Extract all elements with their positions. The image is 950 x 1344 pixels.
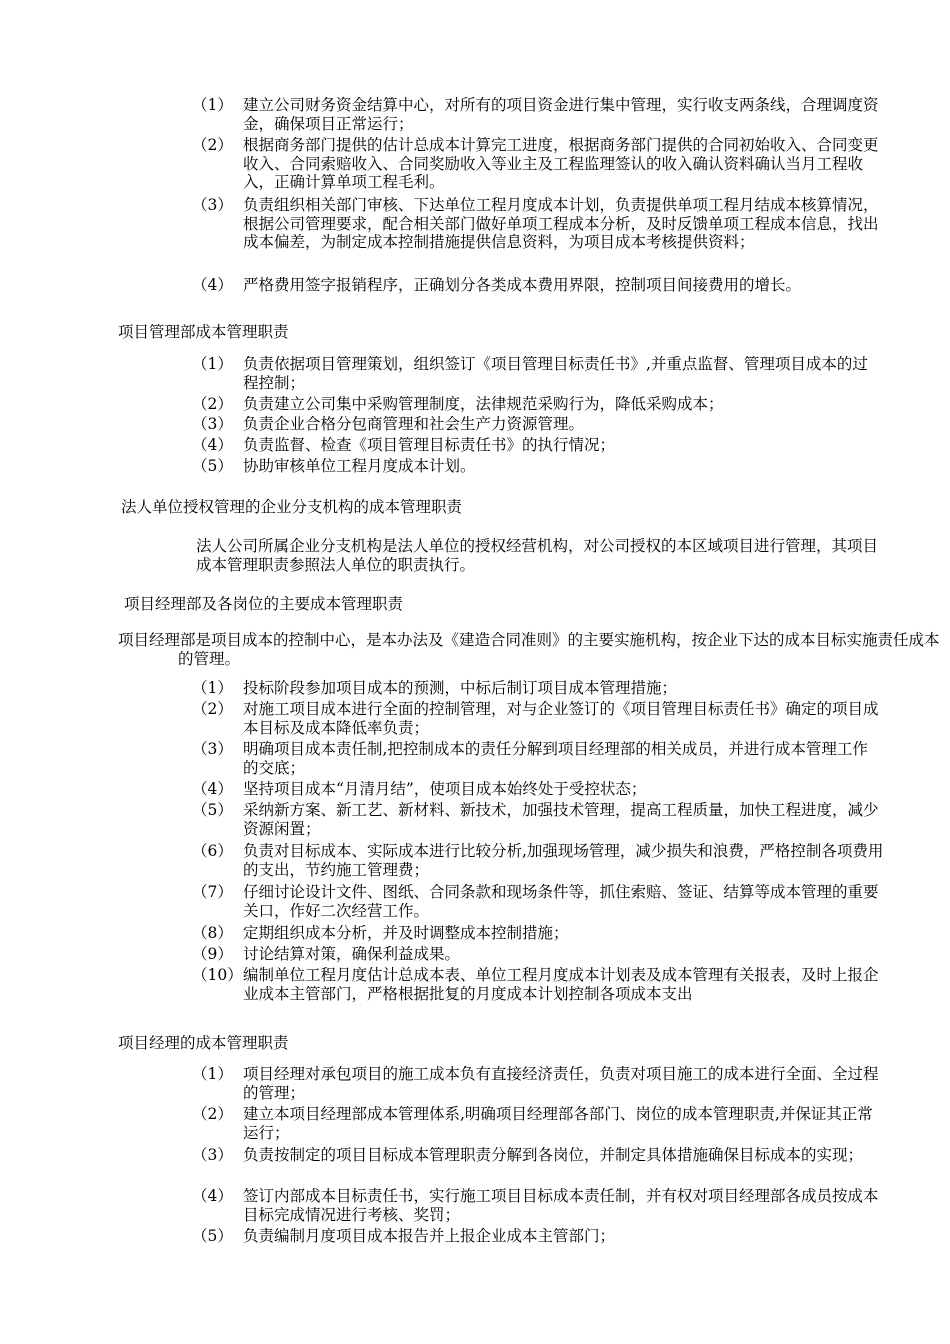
project-dept-item-3 [192,415,882,434]
branch-paragraph: 法人公司所属企业分支机构是法人单位的授权经营机构，对公司授权的本区域项目进行管理，其项目成本管理职责参照法人单位的职责执行。 [196,537,879,574]
pm-dept-intro: 项目经理部是项目成本的控制中心，是本办法及《建造合同准则》的主要实施机构，按企业下达的成本目标实施责任成本的管理。 [118,631,940,668]
item-text: 负责组织相关部门审核、下达单位工程月度成本计划，负责提供单项工程月结成本核算情况，根据公司管理要求，配合相关部门做好单项工程成本分析，及时反馈单项工程成本信息，找出成本偏差，为制定成本控制措施提供信息资料，为项目成本考核提供资料； [243,196,879,251]
item-number: （6） [192,842,233,860]
pm-dept-item-6 [192,842,892,879]
item-text: 根据商务部门提供的估计总成本计算完工进度，根据商务部门提供的合同初始收入、合同变更收入、合同索赔收入、合同奖励收入等业主及工程监理签认的收入确认资料确认当月工程收入，正确计算单项工程毛利。 [243,136,879,191]
item-number: （2） [192,395,233,413]
item-number: （7） [192,883,233,901]
item-number: （3） [192,415,233,433]
item-number: （8） [192,924,233,942]
item-number: （3） [192,196,233,214]
item-text: 负责建立公司集中采购管理制度，法律规范采购行为，降低采购成本； [243,395,724,413]
item-number: （3） [192,740,233,758]
project-dept-item-4 [192,436,882,455]
pm-dept-item-5 [192,801,882,838]
item-number: （2） [192,700,233,718]
item-number: （2） [192,1105,233,1123]
finance-item-3 [192,196,882,252]
project-dept-item-1 [192,355,882,392]
item-text: 定期组织成本分析，并及时调整成本控制措施； [243,924,569,942]
finance-item-2 [192,136,882,192]
item-text: 签订内部成本目标责任书，实行施工项目目标成本责任制，并有权对项目经理部各成员按成本目标完成情况进行考核、奖罚； [243,1187,879,1224]
pm-dept-item-3 [192,740,882,777]
finance-item-1 [192,96,882,133]
item-text: 负责依据项目管理策划，组织签订《项目管理目标责任书》,并重点监督、管理项目成本的过程控制； [243,355,868,392]
pm-dept-item-7 [192,883,882,920]
pm-item-1 [192,1065,882,1102]
item-number: （1） [192,96,233,114]
item-text: 负责按制定的项目目标成本管理职责分解到各岗位，并制定具体措施确保目标成本的实现； [243,1146,864,1164]
item-text: 协助审核单位工程月度成本计划。 [243,457,476,475]
pm-item-5 [192,1227,882,1246]
item-text: 负责对目标成本、实际成本进行比较分析,加强现场管理，减少损失和浪费，严格控制各项费用的支出，节约施工管理费； [243,842,884,879]
item-number: （5） [192,801,233,819]
item-text: 采纳新方案、新工艺、新材料、新技术，加强技术管理，提高工程质量，加快工程进度，减少资源闲置； [243,801,879,838]
item-text: 仔细讨论设计文件、图纸、合同条款和现场条件等，抓住索赔、签证、结算等成本管理的重要关口，作好二次经营工作。 [243,883,879,920]
pm-dept-item-9 [192,945,882,964]
pm-item-3 [192,1146,882,1165]
project-dept-item-5 [192,457,882,476]
item-text: 负责监督、检查《项目管理目标责任书》的执行情况； [243,436,616,454]
item-text: 负责编制月度项目成本报告并上报企业成本主管部门； [243,1227,616,1245]
project-dept-item-2 [192,395,882,414]
item-number: （1） [192,355,233,373]
item-text: 明确项目成本责任制,把控制成本的责任分解到项目经理部的相关成员，并进行成本管理工作的交底； [243,740,868,777]
item-number: （4） [192,276,233,294]
item-text: 坚持项目成本“月清月结”，使项目成本始终处于受控状态； [243,780,647,798]
pm-item-4 [192,1187,882,1224]
pm-item-2 [192,1105,882,1142]
item-text: 项目经理对承包项目的施工成本负有直接经济责任，负责对项目施工的成本进行全面、全过程的管理； [243,1065,879,1102]
item-number: （1） [192,679,233,697]
pm-heading: 项目经理的成本管理职责 [118,1034,289,1052]
item-number: （5） [192,457,233,475]
item-number: （10） [192,966,243,984]
item-number: （4） [192,1187,233,1205]
item-text: 建立公司财务资金结算中心，对所有的项目资金进行集中管理，实行收支两条线，合理调度资金，确保项目正常运行； [243,96,879,133]
item-number: （3） [192,1146,233,1164]
pm-dept-item-4 [192,780,882,799]
item-text: 负责企业合格分包商管理和社会生产力资源管理。 [243,415,585,433]
item-number: （9） [192,945,233,963]
item-text: 投标阶段参加项目成本的预测，中标后制订项目成本管理措施； [243,679,678,697]
item-number: （5） [192,1227,233,1245]
pm-dept-item-8 [192,924,882,943]
item-text: 对施工项目成本进行全面的控制管理，对与企业签订的《项目管理目标责任书》确定的项目成本目标及成本降低率负责； [243,700,879,737]
item-text: 严格费用签字报销程序，正确划分各类成本费用界限，控制项目间接费用的增长。 [243,276,802,294]
item-number: （1） [192,1065,233,1083]
item-text: 讨论结算对策，确保利益成果。 [243,945,461,963]
item-text: 建立本项目经理部成本管理体系,明确项目经理部各部门、岗位的成本管理职责,并保证其正常运行； [243,1105,873,1142]
item-text: 编制单位工程月度估计总成本表、单位工程月度成本计划表及成本管理有关报表，及时上报企业成本主管部门，严格根据批复的月度成本计划控制各项成本支出 [243,966,879,1003]
item-number: （4） [192,780,233,798]
pm-dept-item-1 [192,679,882,698]
project-dept-heading: 项目管理部成本管理职责 [118,323,289,341]
item-number: （4） [192,436,233,454]
pm-dept-item-10 [192,966,882,1003]
branch-heading: 法人单位授权管理的企业分支机构的成本管理职责 [121,498,463,516]
pm-dept-item-2 [192,700,882,737]
item-number: （2） [192,136,233,154]
pm-dept-heading: 项目经理部及各岗位的主要成本管理职责 [124,595,404,613]
finance-item-4 [192,276,882,295]
